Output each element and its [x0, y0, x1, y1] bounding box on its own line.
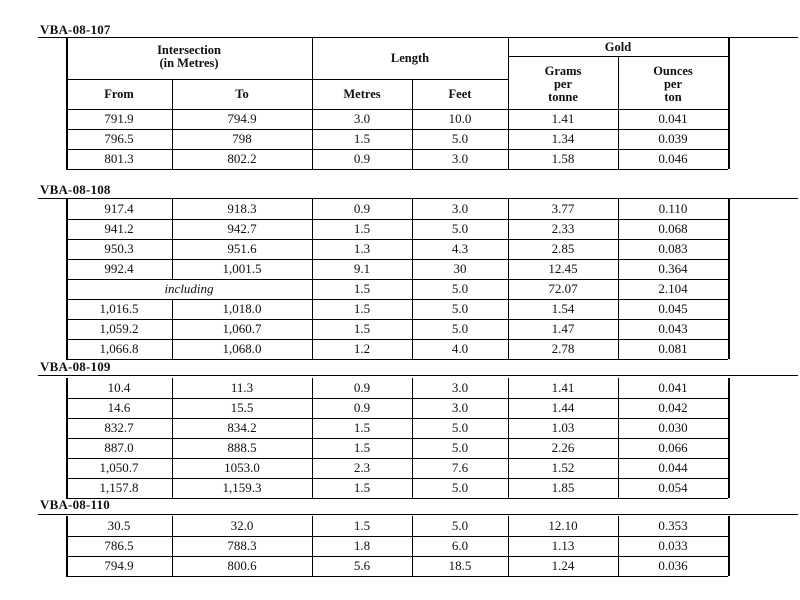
column-divider — [508, 38, 509, 109]
grams-cell: 1.41 — [551, 380, 575, 395]
table-right-border — [728, 458, 730, 478]
column-divider — [508, 109, 509, 129]
from-cell: 794.9 — [104, 558, 134, 573]
column-divider — [412, 458, 413, 478]
table-right-border — [728, 299, 730, 319]
grams-cell: 1.44 — [551, 400, 575, 415]
from-cell: 950.3 — [104, 241, 134, 256]
gold-header: Gold — [604, 40, 632, 54]
column-divider — [312, 259, 313, 279]
feet-cell: 3.0 — [451, 380, 469, 395]
column-divider — [412, 149, 413, 169]
ounces-cell: 0.036 — [658, 558, 688, 573]
to-cell: 1,159.3 — [222, 480, 262, 495]
grams-per-tonne-header: tonne — [548, 90, 578, 104]
column-divider — [412, 478, 413, 498]
from-column-header: From — [104, 87, 134, 101]
to-cell: 32.0 — [230, 518, 254, 533]
column-divider — [508, 516, 509, 536]
table-right-border — [728, 219, 730, 239]
metres-column-header: Metres — [343, 87, 381, 101]
column-divider — [508, 418, 509, 438]
to-cell: 1,018.0 — [222, 301, 262, 316]
table-left-border — [66, 536, 68, 556]
table-right-border — [728, 149, 730, 169]
grams-cell: 3.77 — [551, 201, 575, 216]
feet-cell: 5.0 — [451, 480, 469, 495]
grams-cell: 72.07 — [548, 281, 578, 296]
table-right-border — [728, 199, 730, 219]
column-divider — [412, 418, 413, 438]
grams-cell: 1.85 — [551, 480, 575, 495]
column-divider — [412, 339, 413, 359]
to-cell: 834.2 — [227, 420, 257, 435]
metres-cell: 1.5 — [353, 221, 371, 236]
column-divider — [618, 438, 619, 458]
hole-id-title: VBA-08-107 — [40, 22, 111, 37]
column-divider — [172, 418, 173, 438]
column-divider — [618, 219, 619, 239]
column-divider — [508, 536, 509, 556]
hole-id-title: VBA-08-108 — [40, 182, 111, 197]
column-divider — [412, 199, 413, 219]
to-cell: 1,060.7 — [222, 321, 262, 336]
metres-cell: 1.8 — [353, 538, 371, 553]
column-divider — [172, 129, 173, 149]
row-divider — [66, 169, 728, 170]
table-left-border — [66, 478, 68, 498]
ounces-cell: 0.041 — [658, 111, 688, 126]
table-right-border — [728, 398, 730, 418]
metres-cell: 5.6 — [353, 558, 371, 573]
from-cell: 1,050.7 — [99, 460, 139, 475]
metres-cell: 1.5 — [353, 480, 371, 495]
column-divider — [312, 129, 313, 149]
column-divider — [172, 556, 173, 576]
column-divider — [618, 279, 619, 299]
feet-cell: 5.0 — [451, 440, 469, 455]
to-cell: 1053.0 — [224, 460, 260, 475]
from-cell: 941.2 — [104, 221, 134, 236]
column-divider — [412, 299, 413, 319]
column-divider — [412, 239, 413, 259]
table-right-border — [728, 319, 730, 339]
column-divider — [412, 129, 413, 149]
ounces-cell: 0.110 — [658, 201, 688, 216]
from-cell: 1,157.8 — [99, 480, 139, 495]
grams-cell: 2.33 — [551, 221, 575, 236]
column-divider — [312, 418, 313, 438]
column-divider — [412, 536, 413, 556]
feet-cell: 3.0 — [451, 151, 469, 166]
grams-per-tonne-header: Grams — [544, 64, 582, 78]
to-cell: 15.5 — [230, 400, 254, 415]
column-divider — [618, 458, 619, 478]
table-left-border — [66, 219, 68, 239]
table-right-border — [728, 536, 730, 556]
column-divider — [618, 418, 619, 438]
subheader-rule — [66, 79, 508, 80]
metres-cell: 0.9 — [353, 380, 371, 395]
row-divider — [66, 498, 728, 499]
table-right-border — [728, 418, 730, 438]
column-divider — [312, 438, 313, 458]
column-divider — [312, 239, 313, 259]
column-divider — [618, 536, 619, 556]
column-divider — [172, 199, 173, 219]
column-divider — [172, 398, 173, 418]
metres-cell: 1.3 — [353, 241, 371, 256]
grams-cell: 1.24 — [551, 558, 575, 573]
grams-cell: 12.10 — [548, 518, 578, 533]
from-cell: 791.9 — [104, 111, 134, 126]
metres-cell: 2.3 — [353, 460, 371, 475]
column-divider — [172, 79, 173, 109]
column-divider — [508, 339, 509, 359]
to-cell: 800.6 — [227, 558, 257, 573]
column-divider — [412, 398, 413, 418]
column-divider — [172, 219, 173, 239]
table-left-border — [66, 299, 68, 319]
ounces-cell: 0.041 — [658, 380, 688, 395]
grams-cell: 1.41 — [551, 111, 575, 126]
from-cell: 10.4 — [107, 380, 131, 395]
column-divider — [312, 339, 313, 359]
ounces-cell: 0.046 — [658, 151, 688, 166]
table-right-border — [728, 339, 730, 359]
column-divider — [618, 378, 619, 398]
ounces-cell: 0.044 — [658, 460, 688, 475]
ounces-cell: 0.083 — [658, 241, 688, 256]
row-divider — [66, 576, 728, 577]
section-rule — [38, 37, 798, 38]
metres-cell: 3.0 — [353, 111, 371, 126]
column-divider — [618, 516, 619, 536]
column-divider — [508, 239, 509, 259]
metres-cell: 0.9 — [353, 400, 371, 415]
feet-cell: 7.6 — [451, 460, 469, 475]
section-rule — [38, 375, 798, 376]
column-divider — [508, 398, 509, 418]
column-divider — [172, 109, 173, 129]
column-divider — [618, 556, 619, 576]
column-divider — [412, 378, 413, 398]
column-divider — [508, 299, 509, 319]
grams-cell: 1.34 — [551, 131, 575, 146]
metres-cell: 1.2 — [353, 341, 371, 356]
column-divider — [412, 319, 413, 339]
table-left-border — [66, 129, 68, 149]
table-right-border — [728, 129, 730, 149]
from-cell: 14.6 — [107, 400, 131, 415]
to-cell: 798 — [232, 131, 252, 146]
feet-cell: 5.0 — [451, 131, 469, 146]
column-divider — [508, 319, 509, 339]
column-divider — [312, 398, 313, 418]
feet-cell: 5.0 — [451, 221, 469, 236]
column-divider — [312, 199, 313, 219]
metres-cell: 1.5 — [353, 440, 371, 455]
column-divider — [172, 339, 173, 359]
column-divider — [618, 299, 619, 319]
from-cell: 30.5 — [107, 518, 131, 533]
feet-cell: 10.0 — [448, 111, 472, 126]
to-cell: 1,001.5 — [222, 261, 262, 276]
column-divider — [312, 556, 313, 576]
column-divider — [618, 319, 619, 339]
ounces-cell: 0.030 — [658, 420, 688, 435]
grams-cell: 2.26 — [551, 440, 575, 455]
to-cell: 951.6 — [227, 241, 257, 256]
ounces-cell: 0.364 — [658, 261, 688, 276]
grams-per-tonne-header: per — [553, 77, 573, 91]
column-divider — [618, 398, 619, 418]
from-cell: 887.0 — [104, 440, 134, 455]
grams-cell: 1.54 — [551, 301, 575, 316]
column-divider — [508, 438, 509, 458]
grams-cell: 2.85 — [551, 241, 575, 256]
table-left-border — [66, 38, 68, 109]
column-divider — [312, 378, 313, 398]
table-left-border — [66, 418, 68, 438]
column-divider — [412, 556, 413, 576]
from-cell: 992.4 — [104, 261, 134, 276]
table-right-border — [728, 259, 730, 279]
column-divider — [412, 259, 413, 279]
from-cell: including — [164, 281, 214, 296]
column-divider — [618, 109, 619, 129]
column-divider — [172, 458, 173, 478]
column-divider — [172, 516, 173, 536]
table-left-border — [66, 279, 68, 299]
column-divider — [412, 109, 413, 129]
table-right-border — [728, 239, 730, 259]
column-divider — [618, 239, 619, 259]
to-cell: 942.7 — [227, 221, 257, 236]
feet-cell: 5.0 — [451, 420, 469, 435]
metres-cell: 1.5 — [353, 321, 371, 336]
grams-cell: 1.52 — [551, 460, 575, 475]
column-divider — [618, 478, 619, 498]
column-divider — [508, 219, 509, 239]
from-cell: 1,059.2 — [99, 321, 139, 336]
column-divider — [412, 279, 413, 299]
column-divider — [312, 319, 313, 339]
ounces-cell: 0.081 — [658, 341, 688, 356]
ounces-cell: 0.353 — [658, 518, 688, 533]
table-right-border — [728, 38, 730, 109]
column-divider — [508, 556, 509, 576]
to-cell: 11.3 — [230, 380, 254, 395]
feet-cell: 3.0 — [451, 201, 469, 216]
ounces-cell: 0.039 — [658, 131, 688, 146]
column-divider — [312, 458, 313, 478]
column-divider — [172, 319, 173, 339]
table-left-border — [66, 149, 68, 169]
section-rule — [38, 514, 798, 515]
grams-cell: 1.13 — [551, 538, 575, 553]
column-divider — [508, 378, 509, 398]
ounces-cell: 0.033 — [658, 538, 688, 553]
table-left-border — [66, 259, 68, 279]
column-divider — [618, 339, 619, 359]
hole-id-title: VBA-08-109 — [40, 359, 111, 374]
feet-cell: 30 — [453, 261, 467, 276]
table-right-border — [728, 478, 730, 498]
from-cell: 1,016.5 — [99, 301, 139, 316]
table-right-border — [728, 279, 730, 299]
column-divider — [312, 536, 313, 556]
ounces-per-ton-header: Ounces — [653, 64, 693, 78]
table-right-border — [728, 438, 730, 458]
grams-cell: 2.78 — [551, 341, 575, 356]
to-cell: 794.9 — [227, 111, 257, 126]
column-divider — [172, 239, 173, 259]
metres-cell: 1.5 — [353, 131, 371, 146]
to-column-header: To — [235, 87, 249, 101]
to-cell: 788.3 — [227, 538, 257, 553]
metres-cell: 1.5 — [353, 518, 371, 533]
feet-cell: 5.0 — [451, 301, 469, 316]
column-divider — [508, 458, 509, 478]
feet-cell: 5.0 — [451, 518, 469, 533]
column-divider — [172, 149, 173, 169]
hole-id-title: VBA-08-110 — [40, 497, 110, 512]
intersection-unit-header: (in Metres) — [159, 56, 219, 70]
column-divider — [412, 219, 413, 239]
to-cell: 888.5 — [227, 440, 257, 455]
from-cell: 832.7 — [104, 420, 134, 435]
column-divider — [508, 199, 509, 219]
from-cell: 917.4 — [104, 201, 134, 216]
length-header: Length — [390, 51, 430, 65]
ounces-cell: 0.068 — [658, 221, 688, 236]
column-divider — [618, 129, 619, 149]
column-divider — [312, 38, 313, 109]
to-cell: 802.2 — [227, 151, 257, 166]
from-cell: 786.5 — [104, 538, 134, 553]
column-divider — [312, 279, 313, 299]
from-cell: 801.3 — [104, 151, 134, 166]
ounces-per-ton-header: per — [663, 77, 683, 91]
to-cell: 918.3 — [227, 201, 257, 216]
column-divider — [508, 129, 509, 149]
table-left-border — [66, 199, 68, 219]
feet-cell: 3.0 — [451, 400, 469, 415]
grams-cell: 12.45 — [548, 261, 578, 276]
column-divider — [412, 79, 413, 109]
column-divider — [618, 259, 619, 279]
column-divider — [172, 536, 173, 556]
column-divider — [172, 378, 173, 398]
feet-column-header: Feet — [448, 87, 472, 101]
ounces-per-ton-header: ton — [664, 90, 682, 104]
column-divider — [508, 279, 509, 299]
table-left-border — [66, 239, 68, 259]
metres-cell: 0.9 — [353, 201, 371, 216]
column-divider — [508, 478, 509, 498]
column-divider — [618, 56, 619, 109]
ounces-cell: 0.054 — [658, 480, 688, 495]
ounces-cell: 2.104 — [658, 281, 688, 296]
grams-cell: 1.58 — [551, 151, 575, 166]
table-left-border — [66, 378, 68, 398]
ounces-cell: 0.045 — [658, 301, 688, 316]
to-cell: 1,068.0 — [222, 341, 262, 356]
column-divider — [412, 438, 413, 458]
column-divider — [172, 299, 173, 319]
column-divider — [312, 109, 313, 129]
feet-cell: 5.0 — [451, 281, 469, 296]
column-divider — [412, 516, 413, 536]
table-left-border — [66, 109, 68, 129]
ounces-cell: 0.042 — [658, 400, 688, 415]
column-divider — [312, 478, 313, 498]
table-left-border — [66, 516, 68, 536]
metres-cell: 1.5 — [353, 420, 371, 435]
column-divider — [508, 149, 509, 169]
table-left-border — [66, 556, 68, 576]
feet-cell: 4.3 — [451, 241, 469, 256]
feet-cell: 5.0 — [451, 321, 469, 336]
table-left-border — [66, 458, 68, 478]
column-divider — [618, 199, 619, 219]
table-left-border — [66, 319, 68, 339]
metres-cell: 1.5 — [353, 301, 371, 316]
column-divider — [312, 516, 313, 536]
feet-cell: 6.0 — [451, 538, 469, 553]
column-divider — [172, 438, 173, 458]
table-right-border — [728, 516, 730, 536]
intersection-header: Intersection — [157, 43, 221, 57]
metres-cell: 0.9 — [353, 151, 371, 166]
metres-cell: 9.1 — [353, 261, 371, 276]
column-divider — [618, 149, 619, 169]
row-divider — [66, 359, 728, 360]
table-left-border — [66, 398, 68, 418]
ounces-cell: 0.043 — [658, 321, 688, 336]
ounces-cell: 0.066 — [658, 440, 688, 455]
table-left-border — [66, 438, 68, 458]
table-right-border — [728, 556, 730, 576]
from-cell: 796.5 — [104, 131, 134, 146]
table-right-border — [728, 378, 730, 398]
feet-cell: 4.0 — [451, 341, 469, 356]
column-divider — [312, 149, 313, 169]
table-left-border — [66, 339, 68, 359]
column-divider — [312, 299, 313, 319]
column-divider — [172, 478, 173, 498]
from-cell: 1,066.8 — [99, 341, 139, 356]
grams-cell: 1.47 — [551, 321, 575, 336]
column-divider — [508, 259, 509, 279]
column-divider — [312, 219, 313, 239]
feet-cell: 18.5 — [448, 558, 472, 573]
table-right-border — [728, 109, 730, 129]
metres-cell: 1.5 — [353, 281, 371, 296]
column-divider — [172, 259, 173, 279]
grams-cell: 1.03 — [551, 420, 575, 435]
